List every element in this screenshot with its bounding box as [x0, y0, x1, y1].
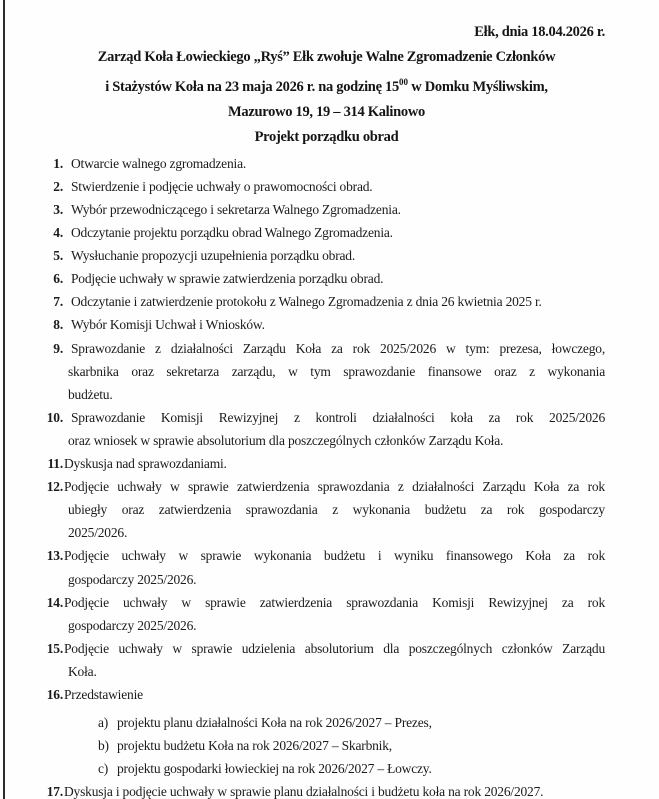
item-number: 6. [53, 271, 63, 287]
item-number: 3. [53, 202, 63, 218]
agenda-item-16 [48, 683, 605, 780]
item-text-line: Podjęcie uchwały w sprawie zatwierdzenia sprawozdania z działalności Zarządu Koła za rok [64, 479, 605, 495]
item-number: 15. [46, 640, 63, 656]
item-text-line: Przedstawienie [64, 686, 143, 702]
subitem-letter: c) [98, 761, 109, 777]
item-number: 12. [46, 479, 63, 495]
item-text-line: Podjęcie uchwały w sprawie udzielenia absolutorium dla poszczególnych członków Zarządu [64, 640, 605, 656]
item-text-line: Sprawozdanie z działalności Zarządu Koła za rok 2025/2026 w tym: prezesa, łowczego, [71, 340, 605, 356]
agenda-item-12 [48, 475, 605, 544]
item-number: 14. [46, 594, 63, 610]
item-text-line: Odczytanie i zatwierdzenie protokołu z Walnego Zgromadzenia z dnia 26 kwietnia 2025 r. [71, 294, 542, 310]
agenda-subitem-a [98, 711, 605, 734]
subitem-text: projektu gospodarki łowieckiej na rok 2026/2027 – Łowczy. [117, 761, 432, 777]
item-text-line: Dyskusja i podjęcie uchwały w sprawie planu działalności i budżetu koła na rok 2026/2027. [64, 784, 544, 799]
item-text-line: gospodarczy 2025/2026. [68, 617, 197, 633]
item-number: 13. [46, 548, 63, 564]
agenda-subitem-b [98, 734, 605, 757]
item-text-line: Odczytanie projektu porządku obrad Walnego Zgromadzenia. [71, 225, 393, 241]
item-text-line: Sprawozdanie Komisji Rewizyjnej z kontroli działalności koła za rok 2025/2026 [71, 409, 605, 425]
item-text-line: Podjęcie uchwały w sprawie wykonania budżetu i wyniku finansowego Koła za rok [64, 548, 605, 564]
subitem-letter: a) [98, 715, 109, 731]
superscript-time: 00 [398, 77, 408, 87]
item-text-line: Podjęcie uchwały w sprawie zatwierdzenia porządku obrad. [71, 271, 384, 287]
item-text-line: ubiegły oraz zatwierdzenia sprawozdania z wykonania budżetu za rok gospodarczy [68, 502, 605, 518]
agenda-item-15 [48, 637, 605, 683]
agenda-item-9 [48, 337, 605, 406]
item-number: 11. [47, 456, 63, 472]
item-text-line: Otwarcie walnego zgromadzenia. [71, 155, 247, 171]
agenda-list [48, 152, 605, 799]
agenda-item-8 [48, 313, 605, 336]
agenda-item-17 [48, 780, 605, 799]
title-line-1: Zarząd Koła Łowieckiego „Ryś” Ełk zwołuje Walne Zgromadzenie Członków [97, 49, 556, 65]
title-line-2-post: w Domku Myśliwskim, [407, 78, 548, 95]
item-number: 1. [53, 155, 63, 171]
page-edge-line [3, 0, 5, 799]
agenda-item-11 [48, 452, 605, 475]
item-number: 5. [53, 248, 63, 264]
item-text-line: gospodarczy 2025/2026. [68, 571, 197, 587]
subitem-text: projektu budżetu Koła na rok 2026/2027 – Skarbnik, [117, 738, 392, 754]
item-text-line: Stwierdzenie i podjęcie uchwały o prawomocności obrad. [71, 178, 373, 194]
date-line: Ełk, dnia 18.04.2026 r. [474, 24, 605, 40]
document-subtitle: Projekt porządku obrad [254, 128, 399, 145]
item-number: 7. [53, 294, 63, 310]
agenda-item-13 [48, 544, 605, 590]
agenda-item-6 [48, 267, 605, 290]
item-number: 17. [46, 784, 63, 799]
agenda-item-1 [48, 152, 605, 175]
item-text-line: Podjęcie uchwały w sprawie zatwierdzenia sprawozdania Komisji Rewizyjnej za rok [64, 594, 605, 610]
item-number: 2. [53, 178, 63, 194]
agenda-item-2 [48, 175, 605, 198]
title-line-2 [48, 70, 605, 100]
agenda-item-14 [48, 591, 605, 637]
item-text-line: skarbnika oraz sekretarza zarządu, w tym sprawozdanie finansowe oraz z wykonania [68, 363, 605, 379]
agenda-item-5 [48, 244, 605, 267]
item-text-line: 2025/2026. [68, 525, 128, 541]
agenda-item-4 [48, 221, 605, 244]
item-text-line: Wybór przewodniczącego i sekretarza Walnego Zgromadzenia. [71, 202, 401, 218]
agenda-sublist [68, 711, 605, 780]
item-number: 10. [46, 409, 63, 425]
item-number: 8. [53, 317, 63, 333]
title-line-2-pre: i Stażystów Koła na 23 maja 2026 r. na godzinę 15 [105, 78, 399, 95]
agenda-item-3 [48, 198, 605, 221]
item-text-line: budżetu. [68, 386, 113, 402]
subitem-text: projektu planu działalności Koła na rok 2026/2027 – Prezes, [117, 715, 432, 731]
agenda-item-7 [48, 290, 605, 313]
agenda-item-10 [48, 406, 605, 452]
item-text-line: oraz wniosek w sprawie absolutorium dla poszczególnych członków Zarządu Koła. [68, 432, 504, 448]
agenda-subitem-c [98, 757, 605, 780]
item-text-line: Dyskusja nad sprawozdaniami. [64, 456, 227, 472]
subitem-letter: b) [98, 738, 109, 754]
item-number: 16. [46, 686, 63, 702]
item-text-line: Wysłuchanie propozycji uzupełnienia porządku obrad. [71, 248, 356, 264]
item-number: 9. [53, 340, 63, 356]
item-number: 4. [53, 225, 63, 241]
title-line-3: Mazurowo 19, 19 – 314 Kalinowo [228, 103, 425, 120]
item-text-line: Wybór Komisji Uchwał i Wniosków. [71, 317, 265, 333]
item-text-line: Koła. [68, 663, 97, 679]
